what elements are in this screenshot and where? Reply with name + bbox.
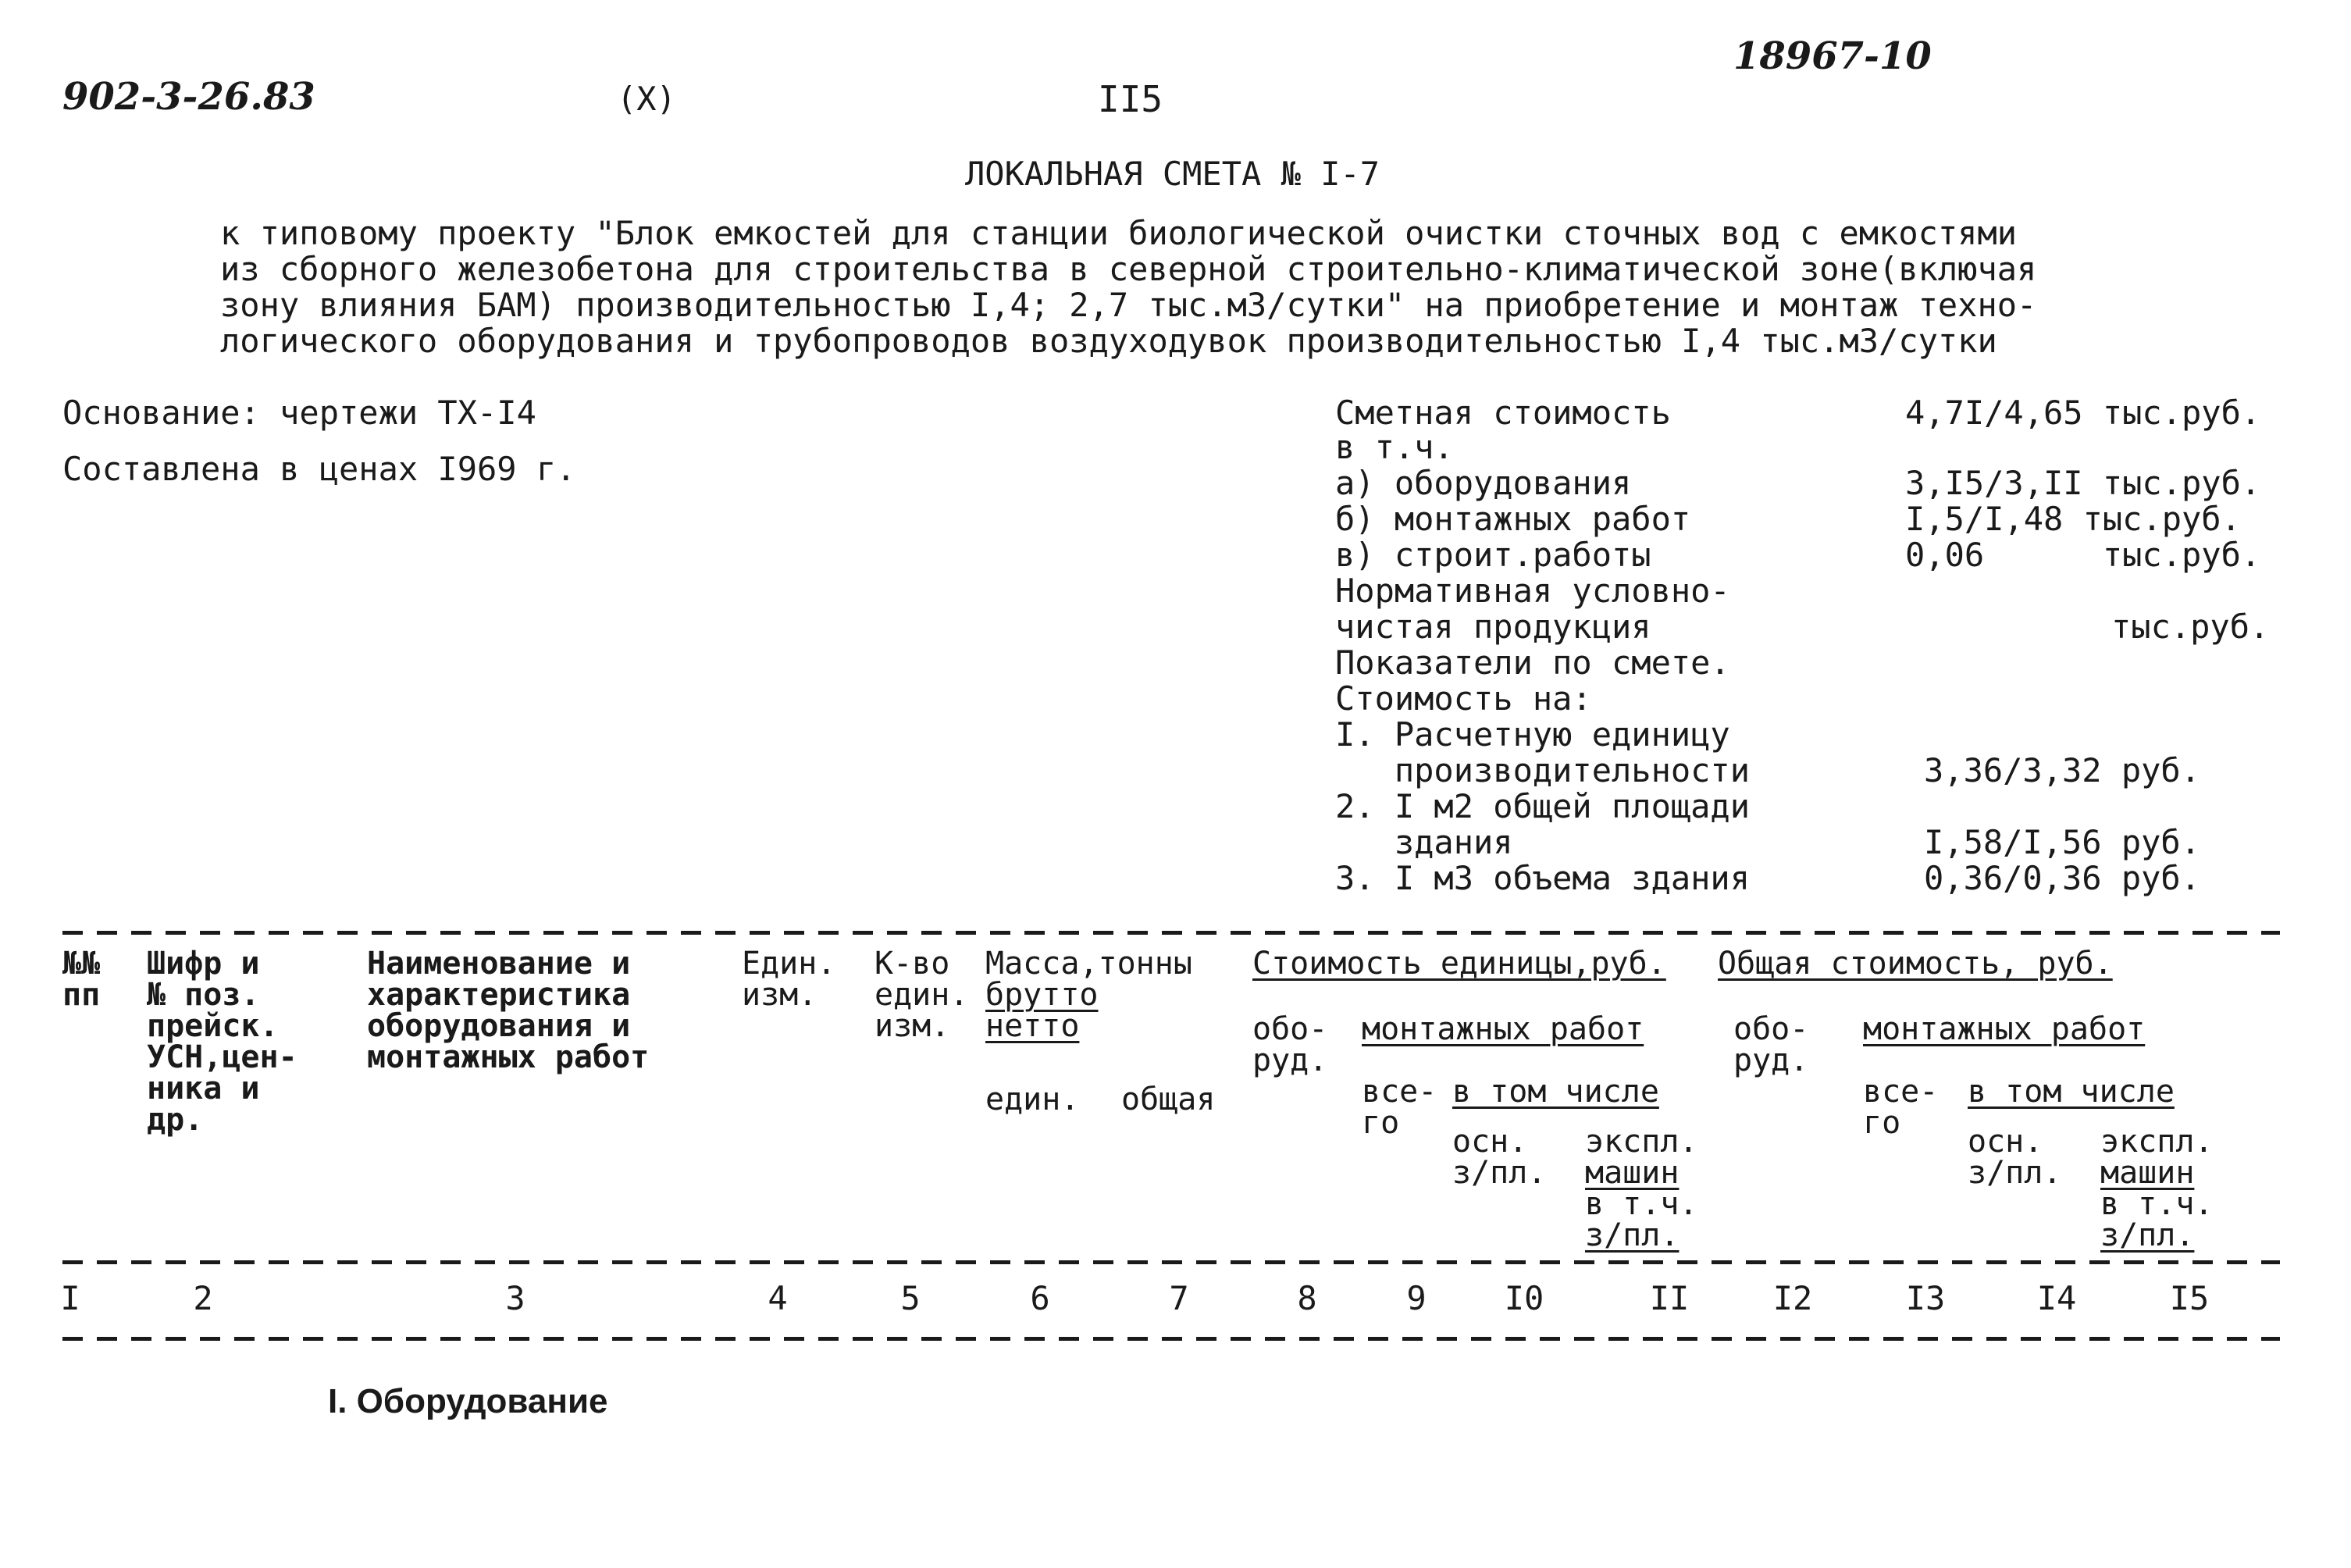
cost-label: в) строит.работы bbox=[1335, 536, 1651, 574]
col-num-label: №№ bbox=[62, 946, 101, 982]
cost-label: в т.ч. bbox=[1335, 428, 1454, 466]
description-line: к типовому проекту "Блок емкостей для станции биологической очистки сточных вод с емкостями bbox=[220, 214, 2018, 252]
col-unit-cost-base: з/пл. bbox=[1452, 1155, 1547, 1191]
cost-value: 3,I5/3,II тыс.руб. bbox=[1905, 464, 2261, 502]
cost-label: чистая продукция bbox=[1335, 608, 1651, 646]
col-mass-title: Масса,тонны bbox=[985, 946, 1192, 982]
col-name-label: оборудования и bbox=[367, 1008, 631, 1044]
table-top-rule bbox=[62, 931, 2280, 935]
cost-label: а) оборудования bbox=[1335, 464, 1632, 502]
cost-label: 2. I м2 общей площади bbox=[1335, 787, 1751, 825]
col-unit-label: изм. bbox=[742, 977, 818, 1013]
col-unit-cost-incl: в том числе bbox=[1452, 1074, 1659, 1110]
col-mass-brutto: брутто bbox=[985, 977, 1099, 1013]
col-unit-cost-machines: з/пл. bbox=[1585, 1217, 1680, 1253]
col-total-cost-base: з/пл. bbox=[1968, 1155, 2062, 1191]
col-code-label: УСН,цен- bbox=[147, 1039, 297, 1075]
basis-line: Основание: чертежи ТХ-I4 bbox=[62, 394, 536, 432]
col-qty-label: К-во bbox=[875, 946, 950, 982]
column-number: I0 bbox=[1504, 1279, 1544, 1317]
column-number: 6 bbox=[1030, 1279, 1050, 1317]
col-total-cost-machines: в т.ч. bbox=[2100, 1186, 2214, 1222]
col-total-cost-equip: руд. bbox=[1733, 1042, 1809, 1078]
page-number: II5 bbox=[1098, 78, 1163, 120]
cost-label: Показатели по смете. bbox=[1335, 643, 1730, 682]
col-total-cost-total: го bbox=[1863, 1105, 1901, 1141]
cost-value: 3,36/3,32 руб. bbox=[1924, 751, 2201, 789]
col-total-cost-machines: экспл. bbox=[2100, 1124, 2214, 1160]
section-marker: (X) bbox=[617, 80, 676, 118]
col-total-cost-install: монтажных работ bbox=[1863, 1011, 2146, 1047]
col-unit-cost-total: все- bbox=[1362, 1074, 1437, 1110]
column-number: 8 bbox=[1297, 1279, 1317, 1317]
prices-year-line: Составлена в ценах I969 г. bbox=[62, 450, 576, 488]
column-number: 4 bbox=[768, 1279, 788, 1317]
col-name-label: характеристика bbox=[367, 977, 631, 1013]
cost-label: здания bbox=[1335, 823, 1513, 861]
cost-label: 3. I м3 объема здания bbox=[1335, 859, 1751, 897]
col-name-label: монтажных работ bbox=[367, 1039, 650, 1075]
column-number: 3 bbox=[505, 1279, 525, 1317]
description-line: из сборного железобетона для строительства в северной строительно-климатической зоне(включая bbox=[220, 250, 2037, 288]
column-number: 9 bbox=[1406, 1279, 1427, 1317]
column-number: I3 bbox=[1905, 1279, 1946, 1317]
header-bottom-rule bbox=[62, 1260, 2280, 1264]
cost-label: Нормативная условно- bbox=[1335, 572, 1730, 610]
col-total-cost-incl: в том числе bbox=[1968, 1074, 2175, 1110]
col-unit-cost-total: го bbox=[1362, 1105, 1400, 1141]
cost-value: тыс.руб. bbox=[2111, 608, 2270, 646]
col-mass-total: общая bbox=[1121, 1082, 1216, 1117]
col-unit-cost-machines: машин bbox=[1585, 1155, 1680, 1191]
col-qty-label: изм. bbox=[875, 1008, 950, 1044]
col-total-cost-title: Общая стоимость, руб. bbox=[1718, 946, 2113, 982]
col-unit-cost-title: Стоимость единицы,руб. bbox=[1252, 946, 1666, 982]
cost-label: б) монтажных работ bbox=[1335, 500, 1691, 538]
cost-label: Сметная стоимость bbox=[1335, 394, 1671, 432]
cost-value: 0,06 тыс.руб. bbox=[1905, 536, 2261, 574]
col-mass-netto: нетто bbox=[985, 1008, 1080, 1044]
cost-label: I. Расчетную единицу bbox=[1335, 715, 1730, 754]
estimate-title: ЛОКАЛЬНАЯ СМЕТА № I-7 bbox=[965, 155, 1380, 193]
cost-label: производительности bbox=[1335, 751, 1751, 789]
col-code-label: № поз. bbox=[147, 977, 260, 1013]
col-unit-cost-base: осн. bbox=[1452, 1124, 1528, 1160]
cost-value: 4,7I/4,65 тыс.руб. bbox=[1905, 394, 2261, 432]
col-code-label: прейск. bbox=[147, 1008, 279, 1044]
column-number: 2 bbox=[193, 1279, 213, 1317]
col-num-label: пп bbox=[62, 977, 101, 1013]
col-total-cost-base: осн. bbox=[1968, 1124, 2043, 1160]
col-unit-label: Един. bbox=[742, 946, 836, 982]
section-title: I. Оборудование bbox=[328, 1382, 608, 1420]
col-unit-cost-equip: руд. bbox=[1252, 1042, 1328, 1078]
cost-label: Стоимость на: bbox=[1335, 679, 1592, 718]
col-total-cost-equip: обо- bbox=[1733, 1011, 1809, 1047]
column-number: II bbox=[1649, 1279, 1690, 1317]
col-unit-cost-machines: в т.ч. bbox=[1585, 1186, 1698, 1222]
col-qty-label: един. bbox=[875, 977, 969, 1013]
col-unit-cost-machines: экспл. bbox=[1585, 1124, 1698, 1160]
cost-value: I,58/I,56 руб. bbox=[1924, 823, 2201, 861]
col-mass-unit: един. bbox=[985, 1082, 1080, 1117]
column-number: I2 bbox=[1772, 1279, 1813, 1317]
col-unit-cost-install: монтажных работ bbox=[1362, 1011, 1644, 1047]
description-line: логического оборудования и трубопроводов воздуходувок производительностью I,4 тыс.м3/сутки bbox=[220, 322, 1997, 360]
cost-value: I,5/I,48 тыс.руб. bbox=[1905, 500, 2241, 538]
column-number: I bbox=[60, 1279, 80, 1317]
col-total-cost-machines: з/пл. bbox=[2100, 1217, 2195, 1253]
col-code-label: др. bbox=[147, 1102, 204, 1138]
column-number: I4 bbox=[2036, 1279, 2077, 1317]
col-code-label: Шифр и bbox=[147, 946, 260, 982]
col-total-cost-total: все- bbox=[1863, 1074, 1939, 1110]
col-code-label: ника и bbox=[147, 1071, 260, 1107]
column-number: 7 bbox=[1169, 1279, 1189, 1317]
handwritten-number: 18967-10 bbox=[1733, 34, 1932, 78]
col-name-label: Наименование и bbox=[367, 946, 631, 982]
cost-value: 0,36/0,36 руб. bbox=[1924, 859, 2201, 897]
col-unit-cost-equip: обо- bbox=[1252, 1011, 1328, 1047]
document-code: 902-3-26.83 bbox=[62, 75, 315, 119]
column-numbers-bottom-rule bbox=[62, 1337, 2280, 1341]
column-number: 5 bbox=[900, 1279, 921, 1317]
description-line: зону влияния БАМ) производительностью I,4; 2,7 тыс.м3/сутки" на приобретение и монтаж техно- bbox=[220, 286, 2037, 324]
col-total-cost-machines: машин bbox=[2100, 1155, 2195, 1191]
column-number: I5 bbox=[2169, 1279, 2210, 1317]
